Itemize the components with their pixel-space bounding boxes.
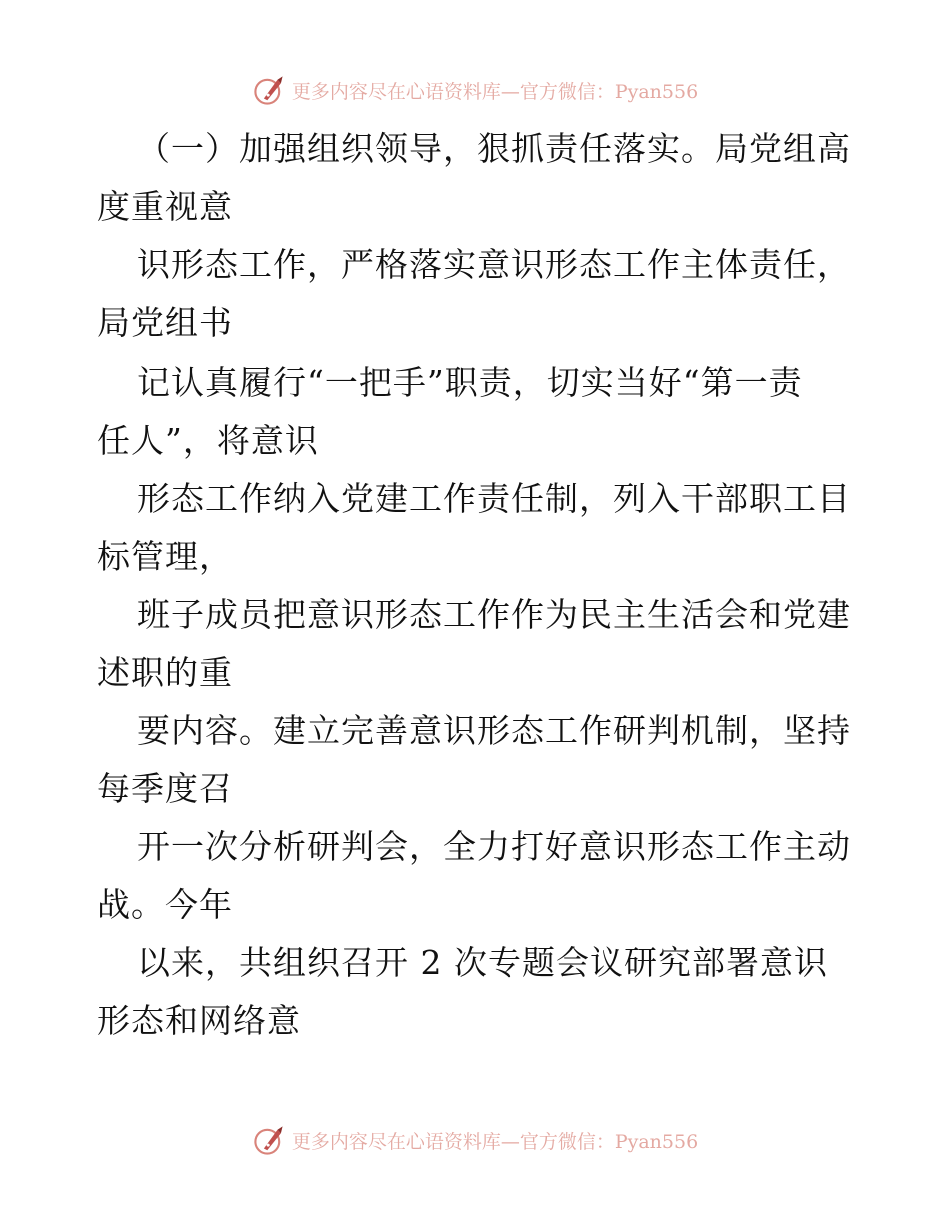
text-line: 开一次分析研判会，全力打好意识形态工作主动 xyxy=(137,827,851,866)
paragraph-line xyxy=(97,236,867,352)
footer-watermark xyxy=(0,1120,950,1160)
text-line: 任人”，将意识 xyxy=(97,421,319,460)
text-line: 局党组书 xyxy=(97,303,233,342)
text-line: 每季度召 xyxy=(97,769,233,808)
text-line: 记认真履行“一把手”职责，切实当好“第一责 xyxy=(137,363,803,402)
watermark-text: 更多内容尽在心语资料库—官方微信：Pyan556 xyxy=(291,1130,699,1153)
paragraph-line xyxy=(97,120,867,236)
header-watermark xyxy=(0,70,950,110)
paragraph-line xyxy=(97,354,867,470)
paragraph-line xyxy=(97,702,867,818)
paragraph-line xyxy=(97,586,867,702)
paragraph-line xyxy=(97,818,867,934)
text-line: 度重视意 xyxy=(97,187,233,226)
pen-nib-logo-icon xyxy=(252,73,286,107)
text-line: 述职的重 xyxy=(97,653,233,692)
pen-nib-logo-icon xyxy=(252,1123,286,1157)
paragraph-line xyxy=(97,470,867,586)
text-line: 以来，共组织召开 2 次专题会议研究部署意识 xyxy=(137,943,828,982)
text-line: 形态工作纳入党建工作责任制，列入干部职工目 xyxy=(137,479,851,518)
text-line: 识形态工作，严格落实意识形态工作主体责任， xyxy=(137,245,851,284)
text-line: 形态和网络意 xyxy=(97,1001,301,1040)
text-line: 标管理， xyxy=(97,537,233,576)
text-line: 战。今年 xyxy=(97,885,233,924)
paragraph-line xyxy=(97,934,867,1050)
text-line: 要内容。建立完善意识形态工作研判机制，坚持 xyxy=(137,711,851,750)
text-line: 班子成员把意识形态工作作为民主生活会和党建 xyxy=(137,595,851,634)
watermark-text: 更多内容尽在心语资料库—官方微信：Pyan556 xyxy=(291,80,699,103)
text-line: （一）加强组织领导，狠抓责任落实。局党组高 xyxy=(137,129,851,168)
